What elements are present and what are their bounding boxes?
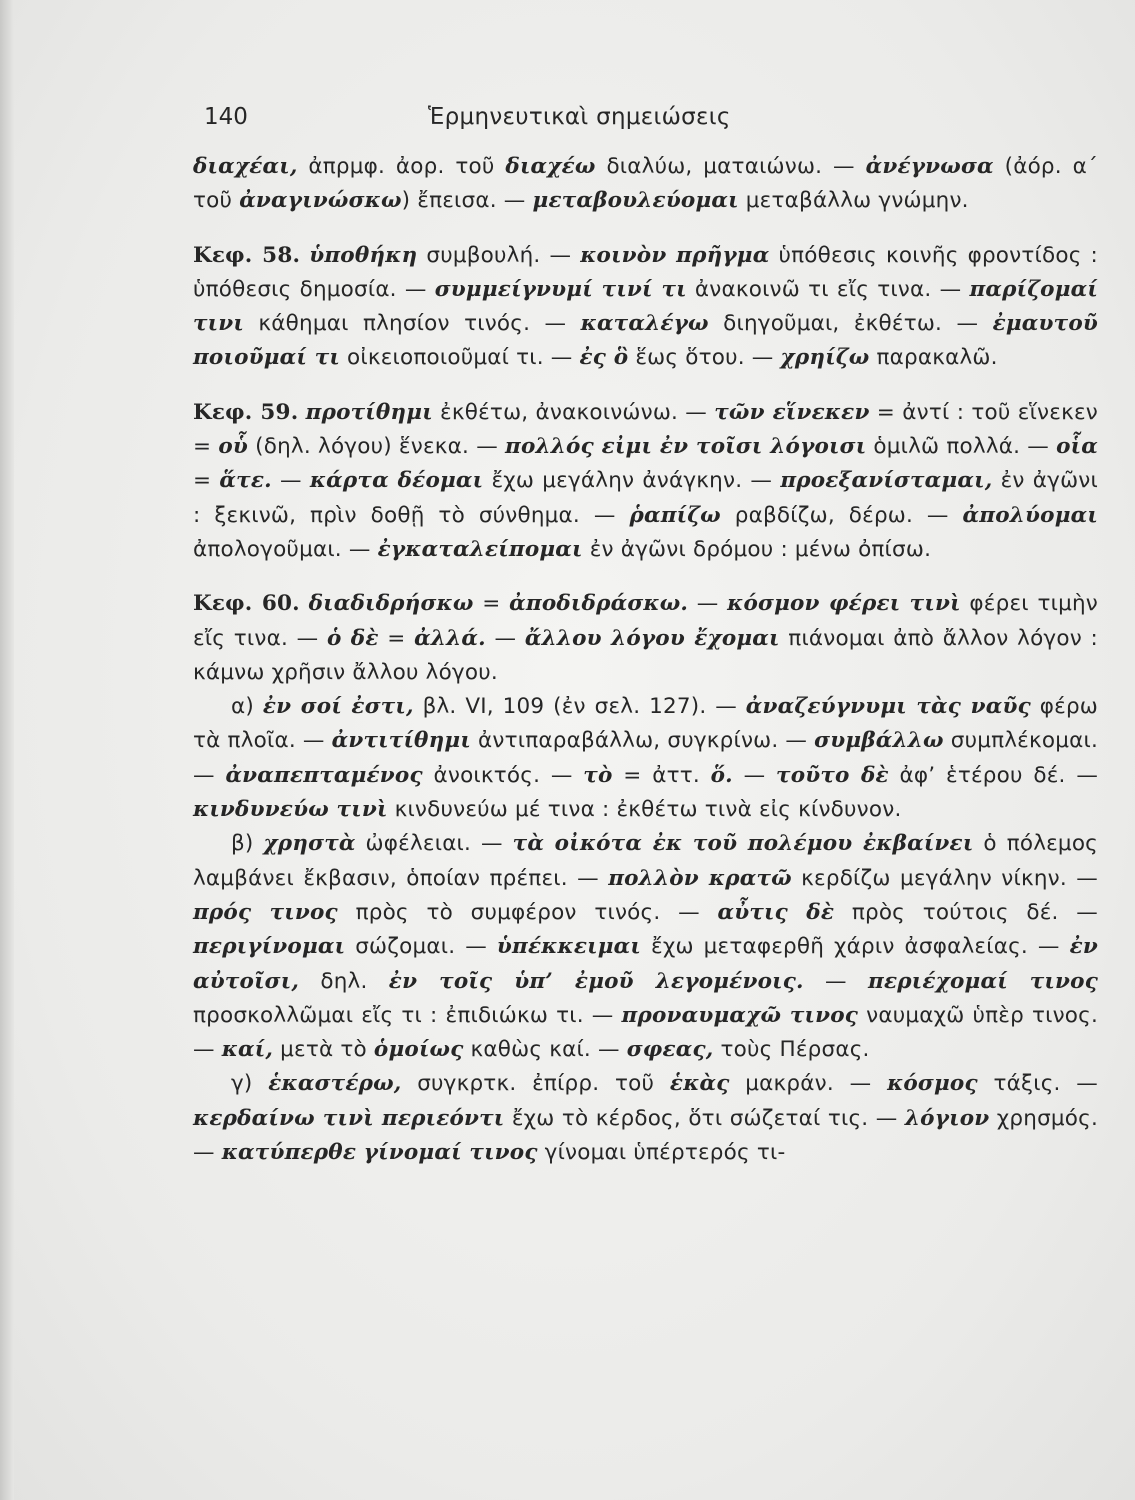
paragraph-chapter-59 (193, 396, 1098, 567)
headword: ἀνέγνωσα (865, 154, 994, 179)
body-text (193, 150, 1098, 1170)
gloss-text: συμβουλή. — (417, 242, 581, 268)
headword: ἐν σοί ἐστι, (262, 694, 414, 720)
gloss-text: ἀνακοινῶ τι εἴς τινα. — (686, 276, 970, 302)
headword: οὗ (218, 434, 249, 460)
headword: διαχέω (505, 154, 596, 179)
headword: ἀλλά. (414, 625, 486, 651)
headword: μεταβουλεύομαι (532, 188, 739, 214)
paragraph-gamma (193, 1067, 1098, 1170)
gloss-text: = (473, 591, 510, 617)
gloss-text: ἔχω μεταφερθῆ χάριν ἀσφαλείας. — (641, 934, 1070, 960)
gloss-text: — (688, 591, 728, 617)
gloss-text: = (193, 468, 220, 494)
gloss-text: — (803, 968, 869, 994)
headword: κάρτα δέομαι (309, 468, 484, 494)
paragraph-beta (193, 827, 1098, 1067)
gloss-text: — (271, 468, 310, 494)
headword: τῶν εἵνεκεν (714, 399, 870, 425)
gloss-text: πρὸς τὸ συμφέρον τινός. — (337, 899, 718, 925)
headword: κοινὸν πρῆγμα (580, 242, 770, 268)
gloss-text: προσκολλῶμαι εἴς τι : ἐπιδιώκω τι. — (193, 1002, 622, 1028)
headword: τὰ οἰκότα ἐκ τοῦ πολέμου ἐκβαίνει (512, 831, 974, 857)
gloss-text: συμπλέκομαι. — (193, 728, 1098, 788)
gloss-text (300, 591, 309, 616)
gloss-text: ἐν ἀγῶνι : ξεκινῶ, πρὶν δοθῇ τὸ σύνθημα. — (193, 468, 1098, 528)
gloss-text: ραβδίζω, δέρω. — (720, 502, 963, 528)
chapter-label: Κεφ. 59. (193, 399, 299, 425)
gloss-text: διηγοῦμαι, ἐκθέτω. — (708, 311, 993, 337)
gloss-text: ἔχω τὸ κέρδος, ὅτι σώζεταί τις. — (504, 1105, 905, 1131)
gloss-text: α) (231, 694, 263, 720)
headword: ἐν αὐτοῖσι, (193, 934, 1098, 994)
headword: κόσμον φέρει τινὶ (727, 591, 961, 617)
gloss-text: — (732, 762, 777, 788)
paragraph-chapter-58 (193, 239, 1098, 376)
running-title: Ἑρμηνευτικαὶ σημειώσεις (428, 104, 731, 130)
headword: ἐγκαταλείπομαι (377, 536, 583, 562)
gloss-text: ὁ πόλεμος λαμβάνει ἔκβασιν, ὁποίαν πρέπει. — (193, 831, 1098, 891)
headword: ἑκὰς (669, 1071, 730, 1097)
headword: κόσμος (887, 1071, 978, 1097)
headword: κατύπερθε γίνομαί τινος (221, 1140, 538, 1166)
headword: προεξανίσταμαι, (780, 468, 993, 494)
headword: ῥαπίζω (629, 502, 721, 528)
headword: αὖτις δὲ (717, 899, 835, 925)
headword: χρηστὰ (263, 831, 356, 857)
gloss-text: β) (231, 831, 264, 857)
gloss-text: πιάνομαι ἀπὸ ἄλλον λόγον : κάμνω χρῆσιν ἄλλου λόγου. (193, 625, 1098, 685)
headword: συμμείγνυμί τινί τι (434, 276, 687, 302)
gloss-text: δηλ. (299, 968, 389, 994)
gloss-text: ὠφέλειαι. — (355, 831, 513, 857)
headword: ἄλλου λόγου ἔχομαι (524, 625, 780, 651)
gloss-text: ἐκθέτω, ἀνακοινώνω. — (432, 399, 715, 425)
headword: περιγίνομαι (193, 934, 346, 960)
gloss-text: ἔχω μεγάλην ἀνάγκην. — (483, 468, 781, 494)
headword: ἀποδιδράσκω. (509, 591, 689, 617)
gloss-text: ἐν ἀγῶνι δρόμου : μένω ὀπίσω. (582, 536, 932, 562)
gloss-text: ἀπρμφ. ἀορ. τοῦ (297, 154, 506, 179)
headword: ὑπέκκειμαι (496, 934, 642, 960)
paragraph-intro (193, 150, 1098, 219)
chapter-label: Κεφ. 60. (193, 591, 300, 617)
headword: προναυμαχῶ τινος (621, 1002, 859, 1028)
headword: ὅ. (710, 762, 733, 788)
headword: ἀναπεπταμένος (225, 762, 423, 788)
gloss-text: χρησμός. — (193, 1105, 1098, 1166)
gloss-text: ἀπολογοῦμαι. — (193, 536, 378, 562)
headword: διαχέαι, (193, 154, 298, 179)
gloss-text: κάθημαι πλησίον τινός. — (244, 311, 581, 337)
headword: ἐς ὃ (579, 345, 629, 371)
gloss-text: κινδυνεύω μέ τινα : ἐκθέτω τινὰ εἰς κίνδυνον. (387, 797, 902, 823)
gloss-text: — (485, 625, 525, 651)
headword: ἅτε. (219, 468, 272, 494)
gloss-text: φέρει τιμὴν εἴς τινα. — (193, 591, 1098, 651)
headword: ἀναζεύγνυμι τὰς ναῦς (745, 694, 1031, 720)
gloss-text: ναυμαχῶ ὑπὲρ τινος. — (193, 1002, 1098, 1063)
headword: καταλέγω (580, 311, 709, 337)
headword: πολλός εἰμι ἐν τοῖσι λόγοισι (505, 434, 867, 460)
gloss-text: βλ. VI, 109 (ἐν σελ. 127). — (413, 694, 746, 720)
gloss-text: ) ἔπεισα. — (401, 188, 533, 214)
headword: διαδιδρήσκω (308, 591, 474, 617)
gloss-text: πρὸς τούτοις δέ. — (834, 899, 1098, 925)
headword: ἀντιτίθημι (331, 728, 471, 754)
headword: λόγιον (904, 1105, 990, 1131)
page-number: 140 (204, 104, 248, 130)
headword: περιέχομαί τινος (868, 968, 1098, 994)
gloss-text: κερδίζω μεγάλην νίκην. — (791, 865, 1098, 891)
gloss-text: ἀντιπαραβάλλω, συγκρίνω. — (470, 728, 815, 754)
headword: ἐν τοῖς ὑπ’ ἐμοῦ λεγομένοις. (388, 968, 804, 994)
headword: ὑποθήκη (309, 242, 418, 268)
gloss-text: συγκρτκ. ἐπίρρ. τοῦ (401, 1071, 670, 1097)
gloss-text: διαλύω, ματαιώνω. — (595, 154, 866, 179)
gloss-text: ὁμιλῶ πολλά. — (866, 434, 1057, 460)
headword: συμβάλλω (814, 728, 944, 754)
gloss-text: παρακαλῶ. (869, 345, 998, 371)
gloss-text: μεταβάλλω γνώμην. (738, 188, 969, 214)
gloss-text (298, 400, 305, 425)
headword: πολλὸν κρατῶ (608, 865, 792, 891)
headword: ἑκαστέρω, (268, 1071, 402, 1097)
gloss-text: ὑπόθεσις κοινῆς φροντίδος : ὑπόθεσις δημοσία. — (193, 242, 1098, 302)
gloss-text: γίνομαι ὑπέρτερός τι- (537, 1140, 786, 1166)
chapter-label: Κεφ. 58. (193, 242, 301, 268)
gloss-text: ἀφ’ ἑτέρου δέ. — (888, 762, 1099, 788)
gloss-text: τάξις. — (977, 1071, 1098, 1097)
headword: χρηίζω (780, 345, 870, 371)
gloss-text: μετὰ τὸ (273, 1037, 374, 1063)
headword: ὁμοίως (373, 1037, 464, 1063)
gloss-text: = ἀττ. (612, 762, 711, 788)
headword: πρός τινος (193, 899, 338, 925)
gloss-text: (ἀόρ. α΄ τοῦ (193, 154, 1098, 214)
gloss-text (300, 243, 309, 268)
gloss-text: καθὼς καί. — (463, 1037, 627, 1063)
gloss-text: φέρω τὰ πλοῖα. — (193, 694, 1098, 754)
headword: ὁ δὲ (326, 625, 379, 651)
gloss-text: τοὺς Πέρσας. (713, 1037, 870, 1063)
headword: ἐμαυτοῦ ποιοῦμαί τι (193, 311, 1098, 371)
headword: τοῦτο δὲ (776, 762, 889, 788)
gloss-text: σώζομαι. — (345, 934, 497, 960)
gloss-text: γ) (231, 1071, 269, 1097)
headword: καί, (221, 1037, 274, 1063)
headword: ἀπολύομαι (962, 502, 1098, 528)
gloss-text: ἀνοικτός. — (422, 762, 584, 788)
headword: παρίζομαί τινι (193, 276, 1099, 337)
headword: κερδαίνω τινὶ περιεόντι (193, 1105, 505, 1131)
gloss-text: = (378, 625, 415, 651)
headword: κινδυνεύω τινὶ (193, 797, 388, 823)
gloss-text: μακράν. — (729, 1071, 888, 1097)
page-header (204, 104, 904, 140)
gloss-text: ἕως ὅτου. — (628, 345, 781, 371)
headword: σφεας, (626, 1037, 714, 1063)
paragraph-alpha (193, 690, 1098, 827)
headword: οἷα (1056, 434, 1099, 460)
headword: ἀναγινώσκω (239, 188, 402, 214)
gloss-text: οἰκειοποιοῦμαί τι. — (339, 345, 580, 371)
gloss-text: (δηλ. λόγου) ἕνεκα. — (248, 434, 506, 460)
paragraph-chapter-60 (193, 587, 1098, 690)
page-spine-shadow (0, 0, 14, 1500)
headword: προτίθημι (305, 399, 433, 425)
gloss-text: = ἀντί : τοῦ εἵνεκεν = (193, 399, 1098, 460)
headword: τὸ (583, 762, 613, 788)
